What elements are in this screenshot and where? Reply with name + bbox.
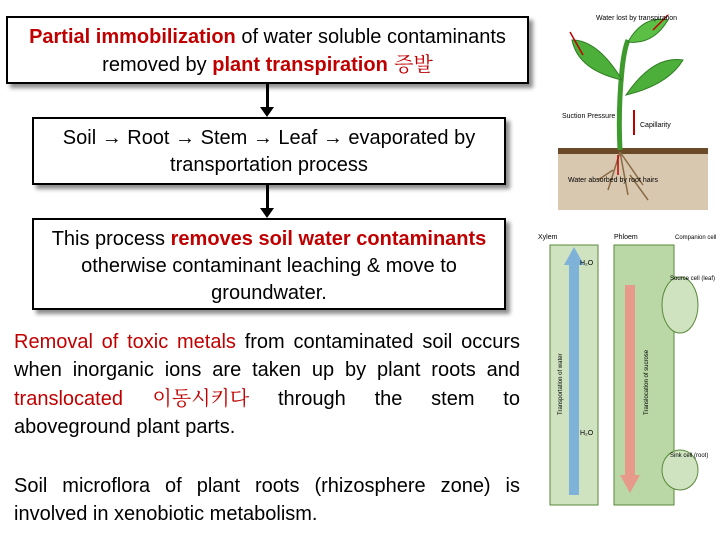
companion-cell-label: Companion cell [675, 235, 717, 241]
sink-cell-label: Sink cell (root) [670, 453, 709, 459]
removal-toxic-metals-paragraph [14, 328, 520, 441]
flow-arrow-2 [266, 185, 269, 209]
para1-mid: from contaminated soil occurs when inorganic ions are taken up by plant roots and [14, 331, 520, 381]
box3-text-end: otherwise contaminant leaching & move to groundwater. [81, 255, 457, 304]
water-transport-label: Transportation of water [558, 353, 564, 415]
h2o-bottom-label: H₂O [580, 430, 594, 437]
plant-transpiration-text: plant transpiration [212, 54, 388, 76]
korean-evaporation-text: 증발 [387, 52, 433, 76]
box-partial-immobilization [6, 16, 529, 84]
plant-transpiration-figure [558, 10, 708, 210]
leaf-left [572, 40, 622, 80]
phloem-label: Phloem [614, 234, 638, 241]
water-lost-label: Water lost by transpiration [596, 15, 678, 22]
capillarity-label: Capillarity [640, 122, 671, 129]
box-process-removes [32, 218, 506, 310]
soil-microflora-text: Soil microflora of plant roots (rhizosphere zone) is involved in xenobiotic metabolism. [14, 475, 520, 525]
flow-arrow-1 [266, 84, 269, 108]
h2o-top-label: H₂O [580, 260, 594, 267]
para1-end: through the stem to aboveground plant parts. [14, 388, 520, 438]
xylem-label: Xylem [538, 234, 558, 241]
partial-immobilization-text: Partial immobilization [29, 26, 236, 48]
xylem-phloem-figure [530, 225, 718, 520]
soil-microflora-paragraph [14, 472, 520, 528]
suction-pressure-label: Suction Pressure [562, 113, 616, 120]
korean-translocate-text: 이동시키다 [122, 386, 250, 410]
leaf-top [628, 19, 668, 42]
soil-to-leaf-text: Soil → Root → Stem → Leaf → evaporated by transportation process [62, 127, 476, 176]
box3-text-start: This process [51, 228, 171, 250]
soil-surface [558, 148, 708, 154]
source-cell [662, 277, 698, 333]
translocated-text: translocated [14, 388, 123, 410]
removes-contaminants-text: removes soil water contaminants [170, 228, 487, 250]
water-absorbed-label: Water absorbed by root hairs [568, 177, 659, 184]
box1-text-mid: of water soluble contaminants removed by [102, 26, 506, 76]
removal-toxic-metals-text: Removal of toxic metals [14, 331, 236, 353]
box-soil-to-leaf [32, 117, 506, 185]
sucrose-transport-label: Translocation of sucrose [644, 349, 650, 415]
source-cell-label: Source cell (leaf) [670, 276, 716, 282]
leaf-right [626, 59, 683, 95]
